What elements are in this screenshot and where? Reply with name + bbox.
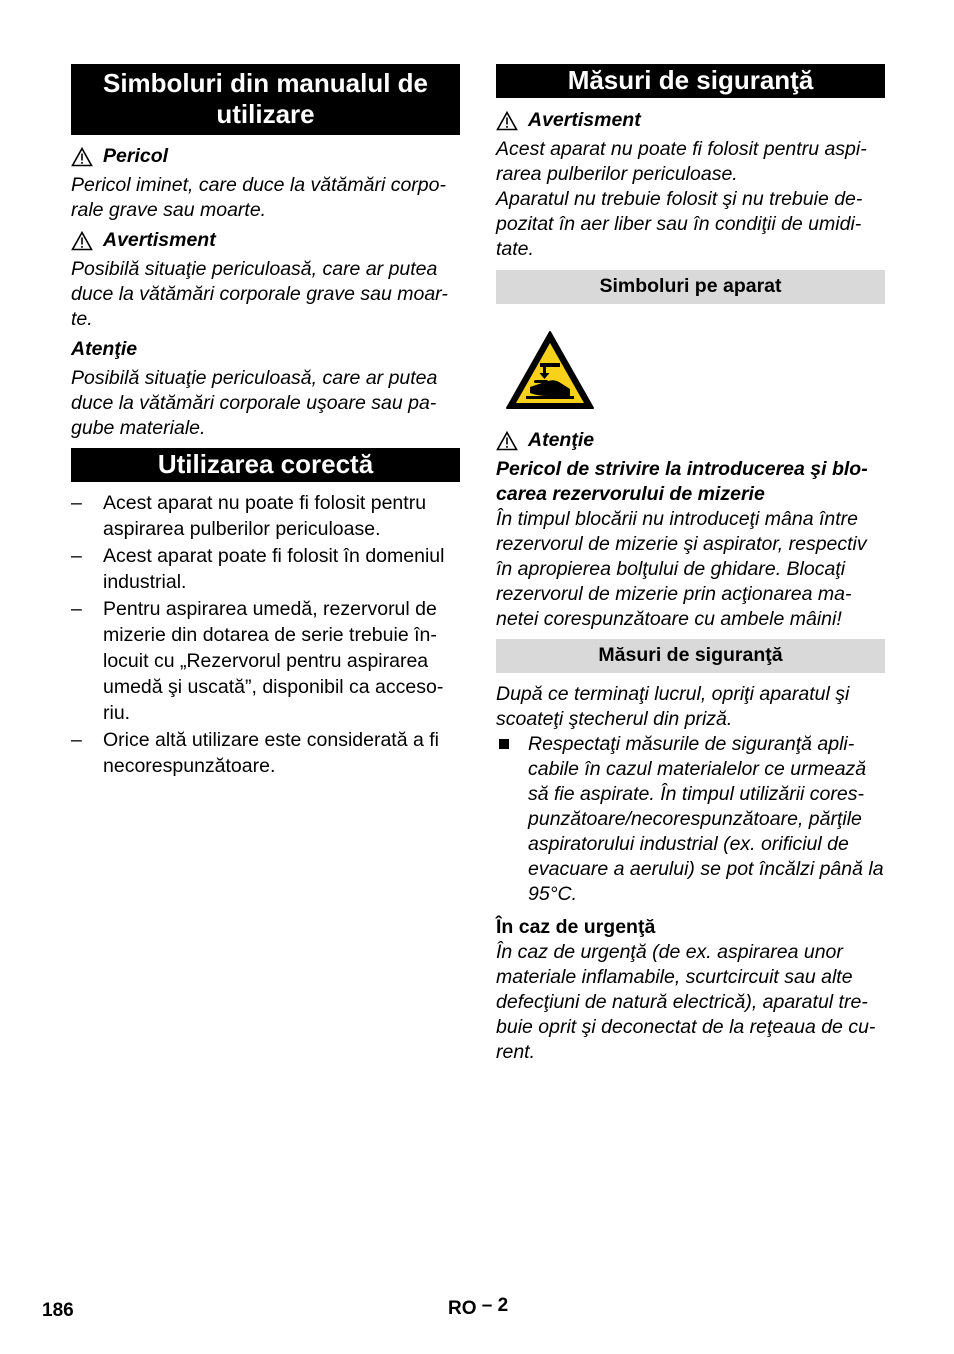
atentie-label-row bbox=[496, 428, 885, 453]
section-number: – 2 bbox=[481, 1295, 509, 1316]
crush-hazard-title: Pericol de strivire la introducerea şi blo-carea rezervorului de mizerie bbox=[496, 458, 868, 505]
correct-use-heading: Utilizarea corectă bbox=[71, 448, 460, 482]
safety-measures-heading: Măsuri de siguranţă bbox=[496, 64, 885, 98]
avertisment-text-1: Acest aparat nu poate fi folosit pentru aspi-rarea pulberilor periculoase. bbox=[496, 138, 867, 185]
avertisment-label-row bbox=[71, 228, 460, 253]
list-item: – Orice altă utilizare este considerată a fi necorespunzătoare. bbox=[71, 729, 439, 777]
atentie-text: Posibilă situaţie periculoasă, care ar putea duce la vătămări corporale uşoare sau pa-gube materiale. bbox=[71, 367, 438, 439]
symbols-manual-heading: Simboluri din manualul de utilizare bbox=[71, 64, 460, 135]
atentie-label: Atenţie bbox=[528, 429, 595, 451]
pericol-label-row bbox=[71, 144, 460, 169]
avertisment-text-2: Aparatul nu trebuie folosit şi nu trebuie de-pozitat în aer liber sau în condiţii de umidi-tate. bbox=[496, 188, 863, 260]
list-item: – Acest aparat poate fi folosit în domeniul industrial. bbox=[71, 545, 445, 593]
bullet-square-icon bbox=[499, 739, 509, 749]
atentie-label: Atenţie bbox=[71, 338, 138, 360]
device-symbols-heading: Simboluri pe aparat bbox=[496, 270, 885, 304]
list-item: – Pentru aspirarea umedă, rezervorul de mizerie din dotarea de serie trebuie în-locuit cu „Rezervorul pentru aspirarea umedă şi uscată”, disponibil ca acceso-riu. bbox=[71, 598, 444, 724]
avertisment-text: Posibilă situaţie periculoasă, care ar putea duce la vătămări corporale grave sau moar-te. bbox=[71, 258, 448, 330]
after-work-text: După ce terminaţi lucrul, opriţi aparatul şi scoateţi ştecherul din priză. bbox=[496, 683, 850, 730]
correct-use-list bbox=[71, 490, 460, 779]
avertisment-label: Avertisment bbox=[103, 229, 216, 251]
warning-triangle-icon bbox=[71, 231, 93, 251]
crush-hazard-text: În timpul blocării nu introduceţi mâna între rezervorul de mizerie şi aspirator, respectiv în apropierea bolţului de ghidare. Blocaţi rezervorul de mizerie prin acţionarea ma-netei corespunzătoare cu ambele mâini! bbox=[496, 508, 867, 630]
warning-triangle-icon bbox=[71, 147, 93, 167]
crush-hazard-symbol-area bbox=[496, 304, 885, 428]
avertisment-label-row bbox=[496, 108, 885, 133]
language-code: RO bbox=[448, 1298, 477, 1319]
list-item: Respectaţi măsurile de siguranţă apli-cabile în cazul materialelor ce urmează să fie aspirate. În timpul utilizării cores-punzătoare/necorespunzătoare, părţile aspiratorului industrial (ex. orificiul de evacuare a aerului) se pot încălzi până la 95°C. bbox=[496, 732, 885, 907]
safety-measures-subheading: Măsuri de siguranţă bbox=[496, 639, 885, 673]
emergency-label: În caz de urgenţă bbox=[496, 916, 656, 938]
emergency-text: În caz de urgenţă (de ex. aspirarea unor materiale inflamabile, scurtcircuit sau alte defecţiuni de natură electrică), aparatul tre-buie oprit şi deconectat de la reţeaua de cu-rent. bbox=[496, 941, 876, 1063]
avertisment-label: Avertisment bbox=[528, 109, 641, 131]
list-item: – Acest aparat nu poate fi folosit pentru aspirarea pulberilor periculoase. bbox=[71, 492, 427, 540]
left-column bbox=[71, 64, 460, 780]
pericol-text: Pericol iminet, care duce la vătămări corpo-rale grave sau moarte. bbox=[71, 174, 446, 221]
right-column bbox=[496, 64, 885, 1065]
hand-crush-warning-icon bbox=[504, 329, 596, 411]
page-footer-label bbox=[448, 1295, 509, 1320]
warning-triangle-icon bbox=[496, 431, 518, 451]
page-number: 186 bbox=[42, 1300, 74, 1321]
warning-triangle-icon bbox=[496, 111, 518, 131]
pericol-label: Pericol bbox=[103, 145, 169, 167]
